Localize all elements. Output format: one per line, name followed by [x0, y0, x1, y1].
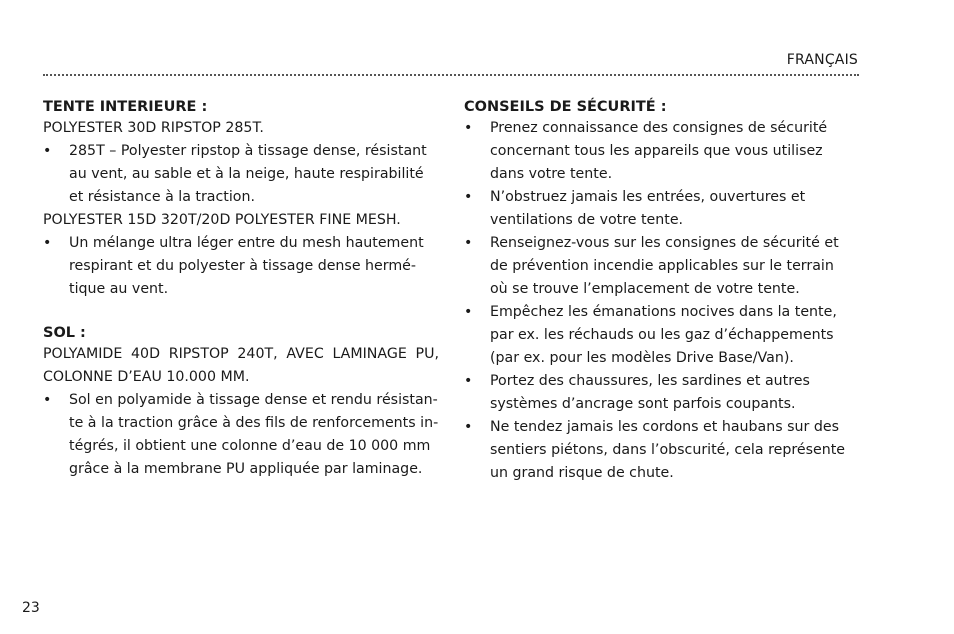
list-item: • Portez des chaussures, les sardines et autres systèmes d’ancrage sont parfois coupants. — [464, 370, 856, 416]
tente-bullets-2 — [43, 232, 439, 301]
list-item: • Ne tendez jamais les cordons et haubans sur des sentiers piétons, dans l’obscurité, cela représente un grand risque de chute. — [464, 416, 856, 485]
list-item: • Un mélange ultra léger entre du mesh hautement respirant et du polyester à tissage dense hermétique au vent. — [43, 232, 439, 301]
tente-bullets-1 — [43, 140, 439, 209]
list-item: • N’obstruez jamais les entrées, ouvertures et ventilations de votre tente. — [464, 186, 856, 232]
list-item: • Prenez connaissance des consignes de sécurité concernant tous les appareils que vous utilisez dans votre tente. — [464, 117, 856, 186]
page-number: 23 — [22, 600, 40, 616]
tente-interieure-heading: TENTE INTERIEURE : — [43, 99, 208, 115]
list-item: • Sol en polyamide à tissage dense et rendu résistante à la traction grâce à des fils de renforcements intégrés, il obtient une colonne d’eau de 10 000 mm grâce à la membrane PU appliquée par laminage. — [43, 389, 439, 481]
right-column — [464, 96, 856, 485]
tente-material-2: POLYESTER 15D 320T/20D POLYESTER FINE MESH. — [43, 212, 401, 228]
conseils-securite-heading: CONSEILS DE SÉCURITÉ : — [464, 99, 667, 115]
list-item: • Renseignez-vous sur les consignes de sécurité et de prévention incendie applicables sur le terrain où se trouve l’emplacement de votre tente. — [464, 232, 856, 301]
sol-bullets — [43, 389, 439, 481]
sol-material: POLYAMIDE 40D RIPSTOP 240T, AVEC LAMINAGE PU, COLONNE D’EAU 10.000 MM. — [43, 346, 439, 385]
language-label: FRANÇAIS — [786, 52, 858, 68]
list-item: • 285T – Polyester ripstop à tissage dense, résistant au vent, au sable et à la neige, haute respirabilité et résistance à la traction. — [43, 140, 439, 209]
list-item: • Empêchez les émanations nocives dans la tente, par ex. les réchauds ou les gaz d’échappements (par ex. pour les modèles Drive Base/Van). — [464, 301, 856, 370]
left-column — [43, 96, 439, 481]
tente-material-1: POLYESTER 30D RIPSTOP 285T. — [43, 120, 264, 136]
dotted-divider — [43, 74, 859, 76]
safety-tips-list — [464, 117, 856, 485]
sol-heading: SOL : — [43, 325, 86, 341]
